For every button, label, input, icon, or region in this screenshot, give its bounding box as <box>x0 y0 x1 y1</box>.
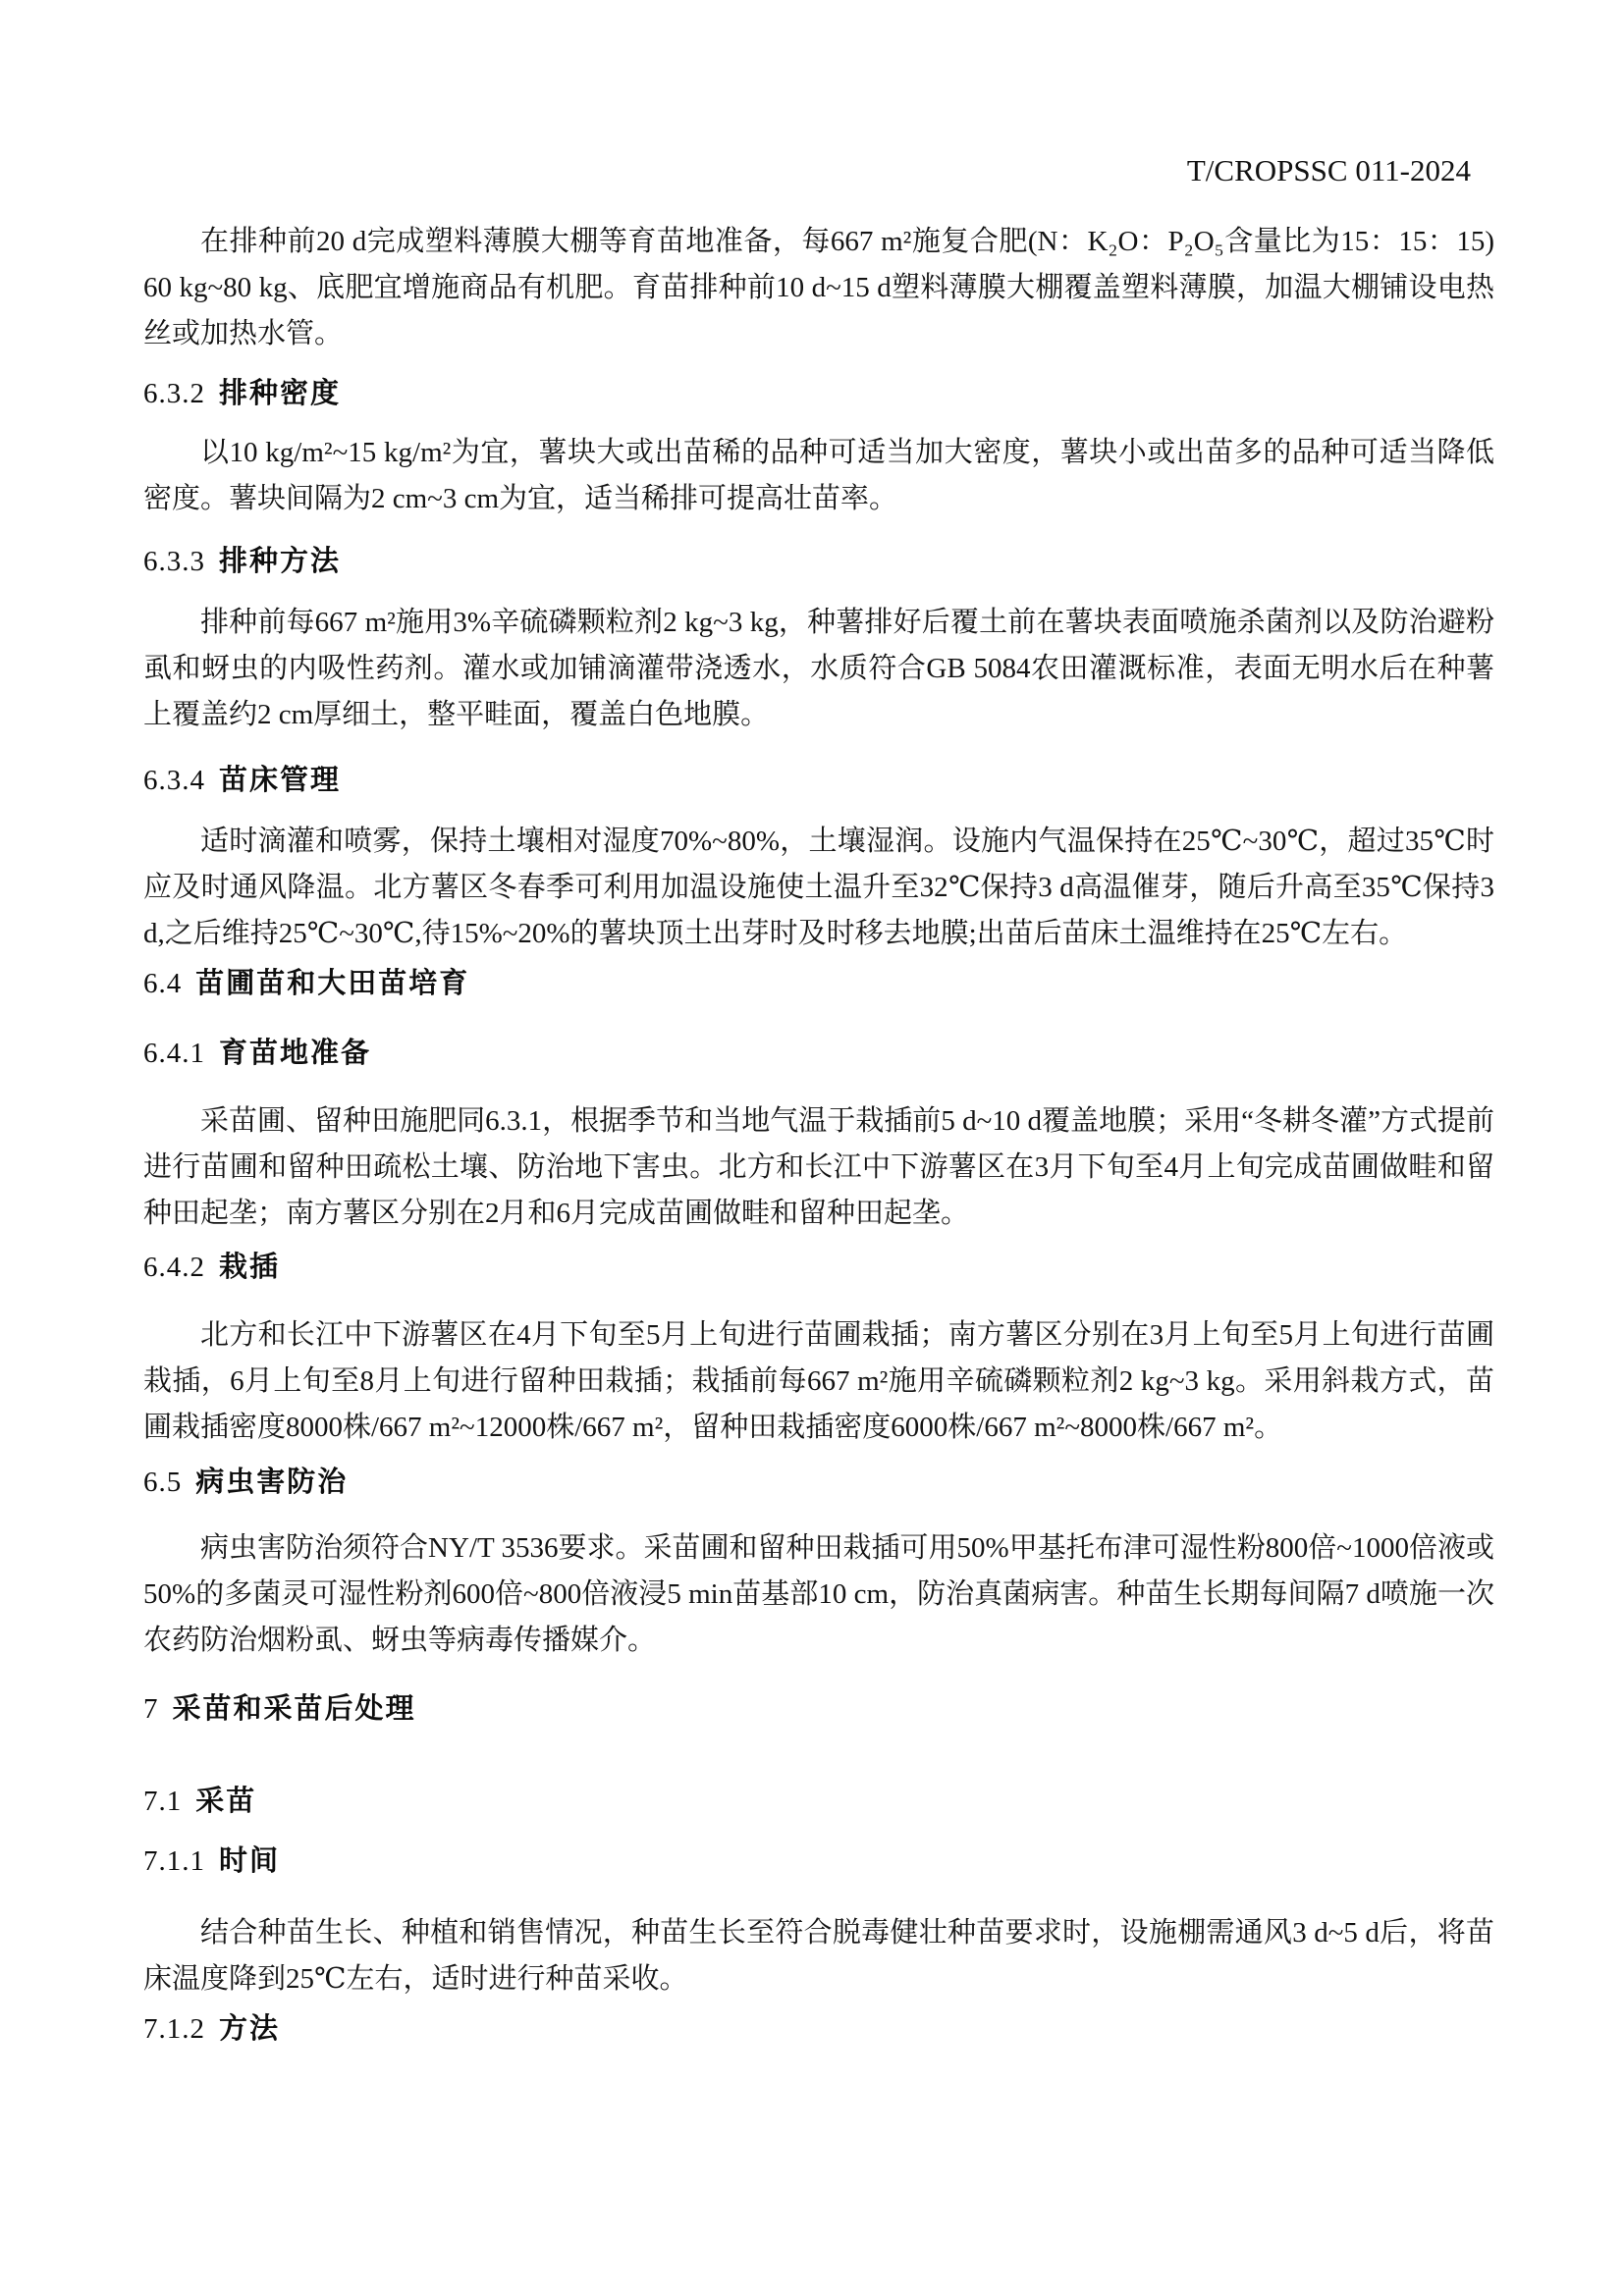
para-seeding-method: 排种前每667 m²施用3%辛硫磷颗粒剂2 kg~3 kg，种薯排好后覆土前在薯块表面喷施杀菌剂以及防治避粉虱和蚜虫的内吸性药剂。灌水或加铺滴灌带浇透水，水质符合GB 5084农田灌溉标准，表面无明水后在种薯上覆盖约2 cm厚细土，整平畦面，覆盖白色地膜。 <box>143 607 1494 730</box>
heading-7-1-2 <box>143 2014 1494 2045</box>
heading-title: 苗床管理 <box>219 765 342 796</box>
doc-header-standard-number: T/CROPSSC 011-2024 <box>1186 153 1471 187</box>
heading-6-4 <box>143 969 1494 999</box>
heading-number: 6.4.2 <box>143 1252 205 1283</box>
heading-number: 6.4 <box>143 968 183 999</box>
heading-6-3-2 <box>143 379 1494 409</box>
heading-number: 6.4.1 <box>143 1038 205 1069</box>
heading-6-5 <box>143 1468 1494 1498</box>
heading-title: 排种密度 <box>219 378 342 409</box>
heading-title: 时间 <box>219 1845 281 1877</box>
para-pest-control: 病虫害防治须符合NY/T 3536要求。采苗圃和留种田栽插可用50%甲基托布津可湿性粉800倍~1000倍液或50%的多菌灵可湿性粉剂600倍~800倍液浸5 min苗基部10 cm，防治真菌病害。种苗生长期每间隔7 d喷施一次农药防治烟粉虱、蚜虫等病毒传播媒介。 <box>143 1532 1494 1656</box>
heading-7-1 <box>143 1787 1494 1817</box>
heading-7-1-1 <box>143 1846 1494 1877</box>
heading-title: 方法 <box>219 2013 281 2045</box>
heading-number: 6.5 <box>143 1467 183 1498</box>
heading-number: 6.3.4 <box>143 765 205 796</box>
heading-6-3-3 <box>143 547 1494 577</box>
para-seeding-density: 以10 kg/m²~15 kg/m²为宜，薯块大或出苗稀的品种可适当加大密度，薯块小或出苗多的品种可适当降低密度。薯块间隔为2 cm~3 cm为宜，适当稀排可提高壮苗率。 <box>143 437 1494 514</box>
para-seedbed-management: 适时滴灌和喷雾，保持土壤相对湿度70%~80%，土壤湿润。设施内气温保持在25℃~30℃，超过35℃时应及时通风降温。北方薯区冬春季可利用加温设施使土温升至32℃保持3 d高温催芽，随后升高至35℃保持3 d,之后维持25℃~30℃,待15%~20%的薯块顶土出芽时及时移去地膜;出苗后苗床土温维持在25℃左右。 <box>143 826 1494 949</box>
heading-title: 采苗和采苗后处理 <box>172 1693 416 1725</box>
heading-6-4-1 <box>143 1039 1494 1069</box>
heading-title: 栽插 <box>219 1252 281 1283</box>
heading-7 <box>143 1694 1494 1725</box>
para-seedbed-preparation: 在排种前20 d完成塑料薄膜大棚等育苗地准备，每667 m²施复合肥(N：K₂O：P₂O₅含量比为15：15：15) 60 kg~80 kg、底肥宜增施商品有机肥。育苗排种前10 d~15 d塑料薄膜大棚覆盖塑料薄膜，加温大棚铺设电热丝或加热水管。 <box>143 226 1494 349</box>
heading-number: 6.3.2 <box>143 378 205 409</box>
page-content <box>143 0 1494 2045</box>
heading-number: 7.1 <box>143 1786 183 1817</box>
heading-title: 育苗地准备 <box>219 1038 372 1069</box>
heading-title: 病虫害防治 <box>195 1467 349 1498</box>
heading-6-4-2 <box>143 1253 1494 1283</box>
heading-number: 7.1.2 <box>143 2013 205 2045</box>
heading-title: 苗圃苗和大田苗培育 <box>195 968 470 999</box>
heading-title: 采苗 <box>195 1786 257 1817</box>
heading-number: 6.3.3 <box>143 546 205 577</box>
para-nursery-land-preparation: 采苗圃、留种田施肥同6.3.1，根据季节和当地气温于栽插前5 d~10 d覆盖地膜；采用“冬耕冬灌”方式提前进行苗圃和留种田疏松土壤、防治地下害虫。北方和长江中下游薯区在3月下旬至4月上旬完成苗圃做畦和留种田起垄；南方薯区分别在2月和6月完成苗圃做畦和留种田起垄。 <box>143 1105 1494 1229</box>
heading-6-3-4 <box>143 766 1494 796</box>
heading-number: 7.1.1 <box>143 1845 205 1877</box>
heading-number: 7 <box>143 1693 159 1725</box>
para-transplanting: 北方和长江中下游薯区在4月下旬至5月上旬进行苗圃栽插；南方薯区分别在3月上旬至5月上旬进行苗圃栽插，6月上旬至8月上旬进行留种田栽插；栽插前每667 m²施用辛硫磷颗粒剂2 kg~3 kg。采用斜栽方式，苗圃栽插密度8000株/667 m²~12000株/667 m²，留种田栽插密度6000株/667 m²~8000株/667 m²。 <box>143 1319 1494 1443</box>
heading-title: 排种方法 <box>219 546 342 577</box>
para-harvest-time: 结合种苗生长、种植和销售情况，种苗生长至符合脱毒健壮种苗要求时，设施棚需通风3 d~5 d后，将苗床温度降到25℃左右，适时进行种苗采收。 <box>143 1917 1494 1995</box>
